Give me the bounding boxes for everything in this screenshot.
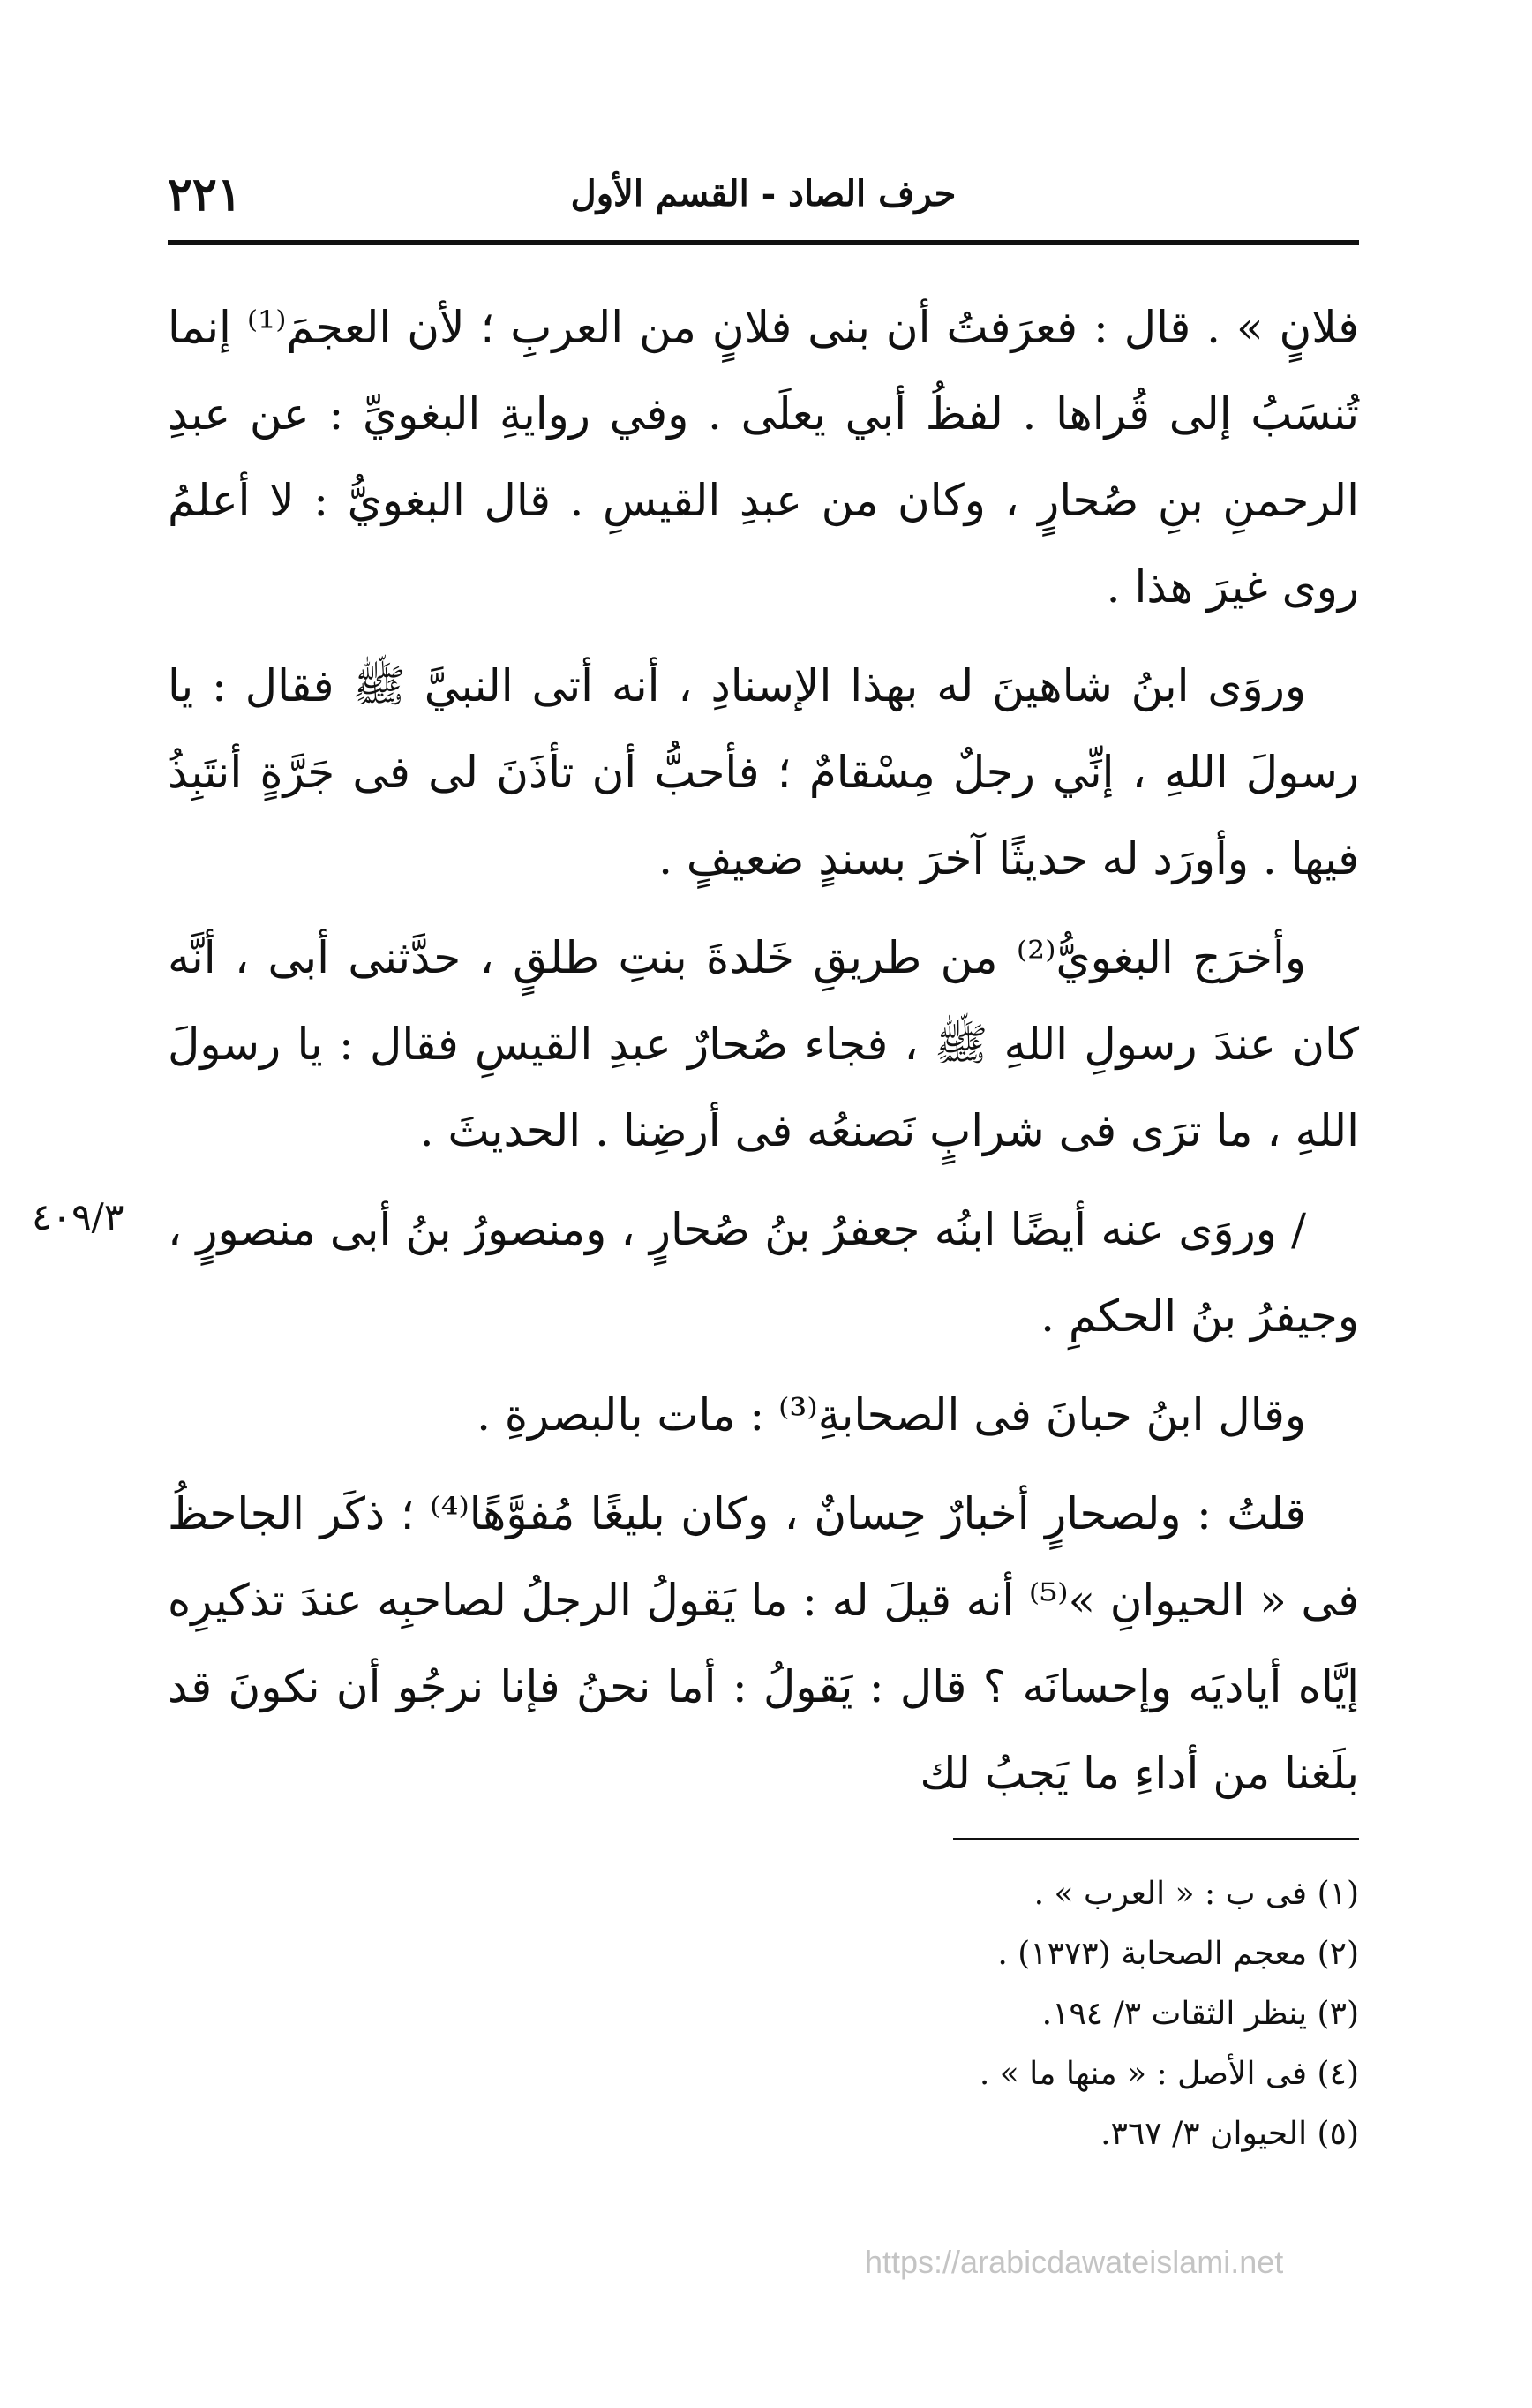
paragraph-3: وأخرَج البغويُّ⁽²⁾ من طريقِ خَلدةَ بنتِ طلقٍ ، حدَّثنى أبى ، أنَّه كان عندَ رسولِ اللهِ ﷺ ، فجاء صُحارٌ عبدِ القيسِ فقال : يا رسولَ اللهِ ، ما ترَى فى شرابٍ نَصنعُه فى أرضِنا . الحديثَ .	[168, 932, 1359, 1156]
paragraph-5: وقال ابنُ حبانَ فى الصحابةِ⁽³⁾ : مات بالبصرةِ .	[477, 1389, 1306, 1441]
running-header	[168, 168, 1359, 235]
paragraph-6: قلتُ : ولصحارٍ أخبارٌ حِسانٌ ، وكان بليغًا مُفوَّهًا⁽⁴⁾ ؛ ذكَر الجاحظُ فى « الحيوانِ »⁽⁵⁾ أنه قيلَ له : ما يَقولُ الرجلُ لصاحبِه عندَ تذكيرِه إيَّاه أياديَه وإحسانَه ؟ قال : يَقولُ : أما نحنُ فإنا نرجُو أن نكونَ قد بلَغنا من أداءِ ما يَجبُ لك	[168, 1488, 1359, 1799]
footnotes	[168, 1864, 1359, 2164]
footnote-rule	[953, 1838, 1359, 1840]
paragraph-1: فلانٍ » . قال : فعرَفتُ أن بنى فلانٍ من العربِ ؛ لأن العجمَ⁽¹⁾ إنما تُنسَبُ إلى قُراها . لفظُ أبي يعلَى . وفي روايةِ البغويِّ : عن عبدِ الرحمنِ بنِ صُحارٍ ، وكان من عبدِ القيسِ . قال البغويُّ : لا أعلمُ روى غيرَ هذا .	[168, 302, 1359, 613]
footnote-3: (٣) ينظر الثقات ٣/ ١٩٤.	[1041, 1996, 1359, 2032]
footnote-1: (١) فى ب : « العرب » .	[1033, 1876, 1359, 1912]
header-rule	[168, 240, 1359, 245]
footnote-4: (٤) فى الأصل : « منها ما » .	[979, 2056, 1359, 2092]
main-text	[168, 284, 1359, 1829]
paragraph-4: / وروَى عنه أيضًا ابنُه جعفرُ بنُ صُحارٍ ، ومنصورُ بنُ أبى منصورٍ ، وجيفرُ بنُ الحكمِ .	[168, 1204, 1359, 1342]
margin-volume-marker: ٤٠٩/٣	[32, 1195, 124, 1238]
footnote-5: (٥) الحيوان ٣/ ٣٦٧.	[1100, 2116, 1359, 2152]
paragraph-2: وروَى ابنُ شاهينَ له بهذا الإسنادِ ، أنه أتى النبيَّ ﷺ فقال : يا رسولَ اللهِ ، إنِّي رجلٌ مِسْقامٌ ؛ فأحبُّ أن تأذَنَ لى فى جَرَّةٍ أنتَبِذُ فيها . وأورَد له حديثًا آخرَ بسندٍ ضعيفٍ .	[168, 660, 1359, 884]
page-number: ٢٢١	[168, 168, 242, 222]
chapter-title: حرف الصاد - القسم الأول	[570, 173, 957, 214]
footnote-2: (٢) معجم الصحابة (١٣٧٣) .	[997, 1936, 1359, 1972]
watermark-url: https://arabicdawateislami.net	[865, 2244, 1284, 2280]
